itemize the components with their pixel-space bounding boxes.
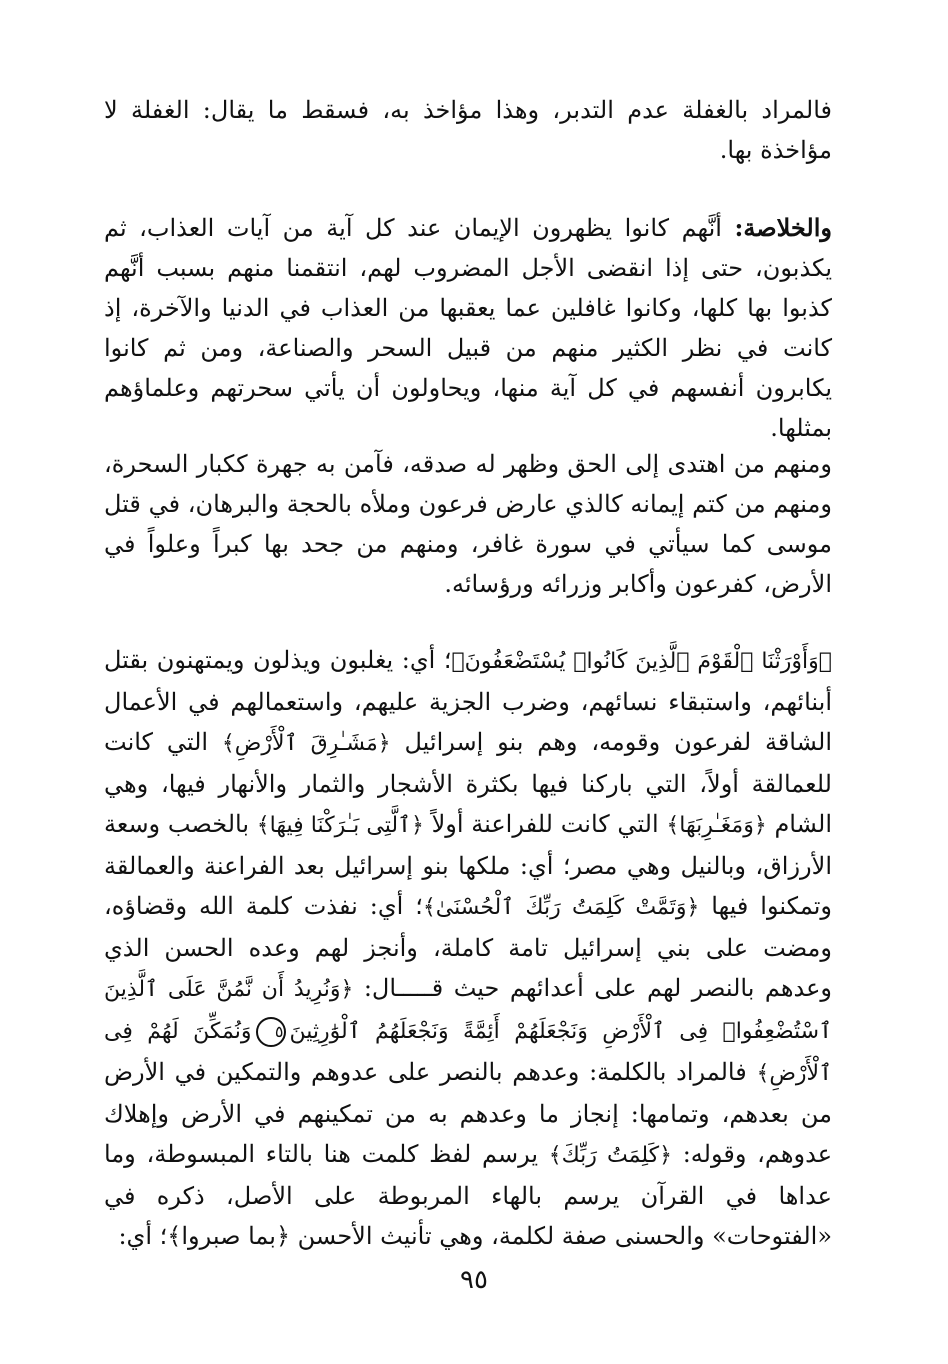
paragraph-body — [104, 640, 832, 1256]
quran-quote: ﴿وَأَوْرَثْنَا ٱلْقَوْمَ ٱلَّذِينَ كَانُوا۟ يُسْتَضْعَفُونَ﴾ — [451, 649, 832, 674]
paragraph-body — [104, 208, 832, 448]
commentary-text: ؛ أي: نفذت كلمة الله وقضاؤه، ومضت على بني إسرائيل تامة كاملة، وأنجز لهم وعده الحسن الذي وعدهم بالنصر لهم على أعدائهم حيث قـــــال: — [104, 892, 833, 1002]
quote-text: ﴿بما صبروا﴾ — [167, 1222, 291, 1250]
commentary-text: التي كانت للفراعنة أولاً — [423, 810, 667, 838]
summary-term: والخلاصة: — [734, 213, 832, 242]
quran-quote: ﴿ٱلَّتِى بَـٰرَكْنَا فِيهَا﴾ — [256, 813, 424, 838]
quran-quote: ﴿وَنُرِيدُ أَن نَّمُنَّ عَلَى ٱلَّذِينَ ٱسْتُضْعِفُوا۟ فِى ٱلْأَرْضِ وَنَجْعَلَهُمْ أَئِمَّةً وَنَجْعَلَهُمُ ٱلْوَٰرِثِينَ — [104, 977, 833, 1044]
paragraph-text: ومنهم من اهتدى إلى الحق وظهر له صدقه، فآمن به جهرة ككبار السحرة، ومنهم من كتم إيمانه كالذي عارض فرعون وملأه بالحجة والبرهان، في قتل موسى كما سيأتي في سورة غافر، ومنهم من جحد بها كبراً وعلواً في الأرض، كفرعون وأكابر وزرائه ورؤسائه. — [104, 450, 832, 598]
commentary-text: يرسم لفظ كلمت هنا بالتاء المبسوطة، وما عداها في القرآن يرسم بالهاء المربوطة على الأصل، ذكره في «الفتوحات» والحسنى صفة لكلمة، وهي تأنيث الأحسن — [104, 1140, 832, 1250]
paragraph-tafsir — [104, 640, 832, 1256]
summary-text: أنَّهم كانوا يظهرون الإيمان عند كل آية من آيات العذاب، ثم يكذبون، حتى إذا انقضى الأجل المضروب لهم، انتقمنا منهم بسبب أنَّهم كذبوا بها كلها، وكانوا غافلين عما يعقبها من العذاب في الدنيا والآخرة، إذ كانت في نظر الكثير منهم من قبيل السحر والصناعة، ومن ثم كانوا يكابرون أنفسهم في كل آية منها، ويحاولون أن يأتي سحرتهم وعلماؤهم بمثلها. — [104, 214, 832, 442]
commentary-text: بالخصب وسعة الأرزاق، وبالنيل وهي مصر؛ أي: ملكها بنو إسرائيل بعد الفراعنة والعمالقة وتمكنوا فيها — [104, 810, 833, 920]
quran-quote: وَنُمَكِّنَ لَهُمْ فِى ٱلْأَرْضِ﴾ — [104, 1019, 832, 1086]
commentary-text: فالمراد بالكلمة: وعدهم بالنصر على عدوهم والتمكين في الأرض من بعدهم، وتمامها: إنجاز ما وعدهم به من تمكينهم في الأرض وإهلاك عدوهم، وقوله: — [104, 1058, 833, 1168]
paragraph-ghafla — [104, 90, 832, 170]
quran-quote: ﴿وَتَمَّتْ كَلِمَتُ رَبِّكَ ٱلْحُسْنَىٰ﴾ — [422, 895, 700, 920]
quran-quote: ﴿كَلِمَتُ رَبِّكَ﴾ — [548, 1143, 672, 1168]
commentary-text: التي كانت للعمالقة أولاً، التي باركنا فيها بكثرة الأشجار والثمار والأنهار فيها، وهي الشام — [104, 728, 833, 838]
commentary-text: ؛ أي: — [118, 1222, 168, 1250]
paragraph-summary — [104, 208, 832, 448]
quran-quote: ﴿وَمَغَـٰرِبَهَا﴾ — [666, 813, 767, 838]
verse-number-marker: ٥ — [256, 1017, 286, 1047]
quran-quote: ﴿مَشَـٰرِقَ ٱلْأَرْضِ﴾ — [221, 731, 391, 756]
paragraph-believers — [104, 444, 832, 604]
commentary-text: ؛ أي: يغلبون ويذلون ويمتهنون بقتل أبنائهم، واستبقاء نسائهم، وضرب الجزية عليهم، واستعمالهم في الأعمال الشاقة لفرعون وقومه، وهم بنو إسرائيل — [104, 646, 833, 756]
paragraph-text: فالمراد بالغفلة عدم التدبر، وهذا مؤاخذ به، فسقط ما يقال: الغفلة لا مؤاخذة بها. — [104, 96, 832, 164]
page-number: ٩٥ — [460, 1265, 488, 1295]
